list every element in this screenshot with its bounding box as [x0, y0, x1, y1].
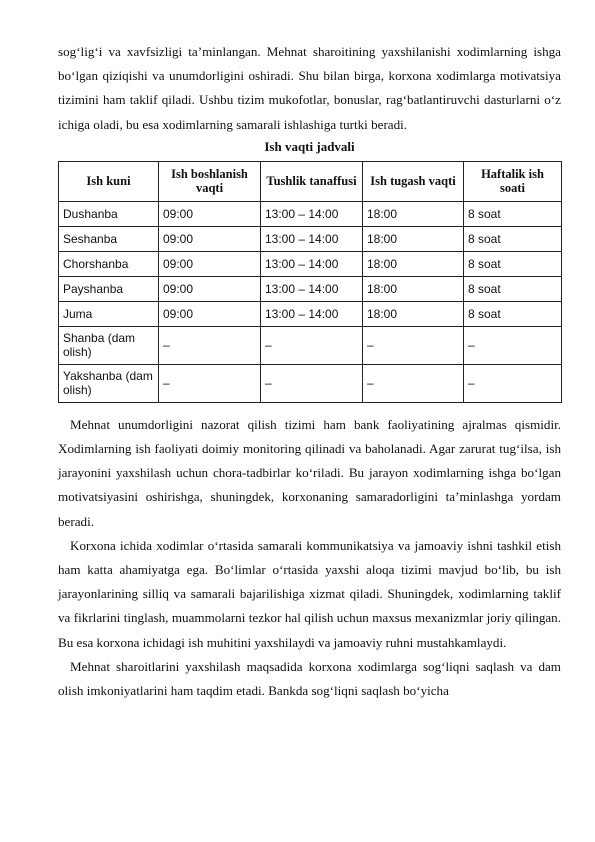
header-cell: Ish kuni	[59, 161, 159, 201]
table-cell: Payshanba	[59, 276, 159, 301]
table-cell: 13:00 – 14:00	[261, 301, 363, 326]
intro-paragraph: sog‘lig‘i va xavfsizligi ta’minlangan. Mehnat sharoitining yaxshilanishi xodimlarning ishga bo‘lgan qiziqishi va unumdorligini oshiradi. Shu bilan birga, korxona xodimlarga motivatsiya tizimini ham taklif qiladi. Ushbu tizim mukofotlar, bonuslar, rag‘batlantiruvchi dasturlarni o‘z ichiga oladi, bu esa xodimlarning samarali ishlashiga turtki beradi.	[58, 44, 561, 132]
table-cell: 18:00	[363, 276, 464, 301]
table-cell: Seshanba	[59, 226, 159, 251]
table-cell: 18:00	[363, 301, 464, 326]
table-cell: –	[363, 364, 464, 402]
table-cell: –	[261, 326, 363, 364]
table-cell: 8 soat	[464, 251, 562, 276]
table-row	[59, 201, 562, 226]
table-cell: Shanba (dam olish)	[59, 326, 159, 364]
table-title: Ish vaqti jadvali	[264, 138, 355, 154]
table-row	[59, 301, 562, 326]
table-cell: 09:00	[159, 201, 261, 226]
paragraph: Mehnat unumdorligini nazorat qilish tizimi ham bank faoliyatining ajralmas qismidir. Xodimlarning ish faoliyati doimiy monitoring qilinadi va baholanadi. Agar zarurat tug‘ilsa, ish jarayonini yaxshilash uchun chora-tadbirlar ko‘riladi. Bu jarayon xodimlarning ishga bo‘lgan motivatsiyasini oshirishga, shuningdek, korxonaning samaradorligini ta’minlashga yordam beradi.	[58, 416, 561, 529]
table-cell: –	[464, 364, 562, 402]
table-cell: 18:00	[363, 226, 464, 251]
table-cell: –	[363, 326, 464, 364]
table-cell: 13:00 – 14:00	[261, 276, 363, 301]
table-cell: –	[159, 326, 261, 364]
table-cell: Chorshanba	[59, 251, 159, 276]
document-page	[58, 40, 561, 703]
header-cell: Ish boshlanish vaqti	[159, 161, 261, 201]
table-cell: 18:00	[363, 201, 464, 226]
table-cell: 8 soat	[464, 276, 562, 301]
table-cell: Juma	[59, 301, 159, 326]
table-cell: 09:00	[159, 226, 261, 251]
table-cell: 18:00	[363, 251, 464, 276]
table-cell: 13:00 – 14:00	[261, 251, 363, 276]
paragraph: Korxona ichida xodimlar o‘rtasida samarali kommunikatsiya va jamoaviy ishni tashkil etish ham katta ahamiyatga ega. Bo‘limlar o‘rtasida yaxshi aloqa tizimi mavjud bo‘lib, bu ish jarayonlarining silliq va samarali bajarilishiga xizmat qiladi. Shuningdek, xodimlarning taklif va fikrlarini tinglash, muammolarni tezkor hal qilish uchun maxsus mexanizmlar joriy qilingan. Bu esa korxona ichidagi ish muhitini yaxshilaydi va jamoaviy ruhni mustahkamlaydi.	[58, 537, 561, 650]
table-cell: 13:00 – 14:00	[261, 201, 363, 226]
work-schedule-table	[58, 161, 562, 403]
table-cell: 13:00 – 14:00	[261, 226, 363, 251]
table-cell: Dushanba	[59, 201, 159, 226]
table-cell: –	[159, 364, 261, 402]
table-cell: Yakshanba (dam olish)	[59, 364, 159, 402]
header-cell: Ish tugash vaqti	[363, 161, 464, 201]
table-cell: 8 soat	[464, 226, 562, 251]
table-cell: 8 soat	[464, 301, 562, 326]
body-text	[58, 413, 561, 703]
table-cell: –	[464, 326, 562, 364]
table-cell: –	[261, 364, 363, 402]
header-cell: Tushlik tanaffusi	[261, 161, 363, 201]
table-header-row	[59, 161, 562, 201]
header-cell: Haftalik ish soati	[464, 161, 562, 201]
table-cell: 09:00	[159, 301, 261, 326]
paragraph: Mehnat sharoitlarini yaxshilash maqsadida korxona xodimlarga sog‘liqni saqlash va dam olish imkoniyatlarini ham taqdim etadi. Bankda sog‘liqni saqlash bo‘yicha	[58, 658, 561, 699]
table-row	[59, 326, 562, 364]
table-cell: 8 soat	[464, 201, 562, 226]
table-row	[59, 364, 562, 402]
table-row	[59, 226, 562, 251]
table-row	[59, 251, 562, 276]
table-cell: 09:00	[159, 276, 261, 301]
table-row	[59, 276, 562, 301]
table-cell: 09:00	[159, 251, 261, 276]
